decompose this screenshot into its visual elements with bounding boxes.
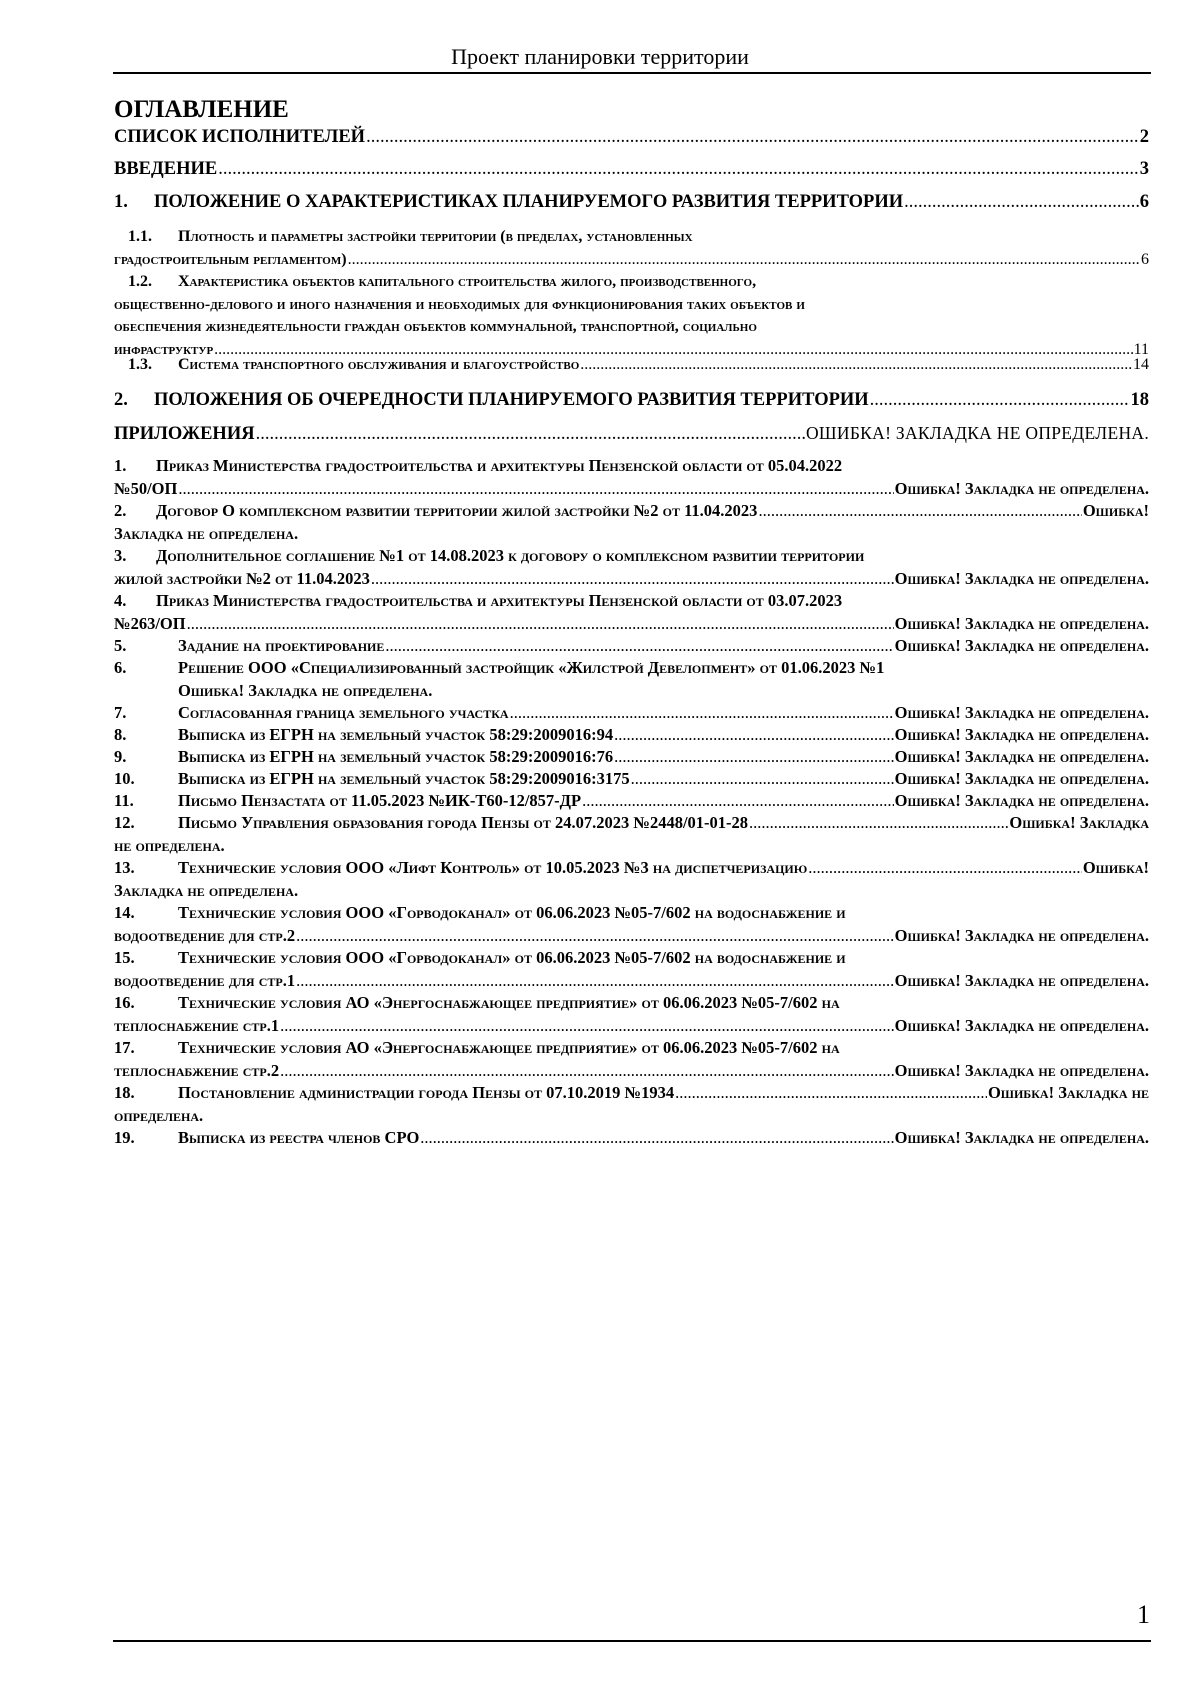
toc-page-number: 3 [1139,159,1149,179]
page-header-title: Проект планировки территории [451,44,749,69]
appendix-number: 9. [114,747,127,766]
appendix-number: 4. [114,591,127,610]
appendix-text-cont: №263/ОП [114,613,186,633]
appendix-text: Письмо Управления образования города Пензы от 24.07.2023 №2448/01-01-28 [178,813,749,832]
appendix-number: 12. [114,813,135,832]
toc-entry-text: ВВЕДЕНИЕ [114,159,218,179]
bookmark-error: Ошибка! Закладка не определена. [894,1060,1149,1080]
toc-entry-text-cont: общественно-делового и иного назначения и необходимых для функционирования таких объектов и [114,295,805,313]
bookmark-error-cont: Закладка не определена. [114,523,299,543]
toc-entry-text: ПОЛОЖЕНИЯ ОБ ОЧЕРЕДНОСТИ ПЛАНИРУЕМОГО РАЗВИТИЯ ТЕРРИТОРИИ [154,390,869,410]
toc-entry-text: Система транспортного обслуживания и благоустройство [178,356,580,373]
toc-entry-text-cont: инфраструктур [114,340,214,358]
toc-entry-number: 1.2. [128,273,152,290]
appendix-text: Технические условия ООО «Горводоканал» от 06.06.2023 №05-7/602 на водоснабжение и [178,948,846,967]
appendix-text-cont: жилой застройки №2 от 11.04.2023 [114,568,370,588]
appendix-text: Технические условия АО «Энергоснабжающее предприятие» от 06.06.2023 №05-7/602 на [178,993,840,1012]
toc-entry-section-1[interactable] [114,191,1149,213]
bookmark-error-cont: Закладка не определена. [114,880,299,900]
bookmark-error: Ошибка! Закладка [1009,813,1149,832]
appendix-text-cont: №50/ОП [114,478,178,498]
appendix-number: 13. [114,858,135,877]
bookmark-error: Ошибка! Закладка не определена. [894,769,1149,788]
appendix-item-14[interactable] [114,902,1149,947]
appendix-text: Постановление администрации города Пензы от 07.10.2019 №1934 [178,1083,675,1102]
toc-entry-number: 1. [114,192,128,212]
bookmark-error: Ошибка! Закладка не определена. [894,925,1149,945]
appendix-item-19[interactable] [114,1127,1149,1150]
appendix-item-16[interactable] [114,992,1149,1037]
toc-entry-number: 2. [114,390,128,410]
appendix-text: Приказ Министерства градостроительства и архитектуры Пензенской области от 05.04.2022 [156,456,843,475]
appendix-number: 5. [114,636,127,655]
bookmark-error-cont: не определена. [114,835,225,855]
appendix-item-7[interactable] [114,702,1149,725]
bookmark-error: Ошибка! [1082,858,1149,877]
appendix-item-12[interactable] [114,812,1149,857]
toc-heading: ОГЛАВЛЕНИЕ [114,96,289,123]
appendix-item-18[interactable] [114,1082,1149,1127]
appendix-item-10[interactable] [114,768,1149,791]
toc-entry-text: СПИСОК ИСПОЛНИТЕЛЕЙ [114,127,366,147]
toc-entry-text: Характеристика объектов капитального строительства жилого, производственного, [178,273,757,290]
appendix-text: Задание на проектирование [178,636,385,655]
appendix-item-2[interactable] [114,500,1149,545]
appendix-number: 18. [114,1083,135,1102]
bookmark-error-cont: определена. [114,1105,204,1125]
toc-page-number: 2 [1139,127,1149,147]
appendix-text: Письмо Пензастата от 11.05.2023 №ИК-Т60-12/857-ДР [178,791,582,810]
bookmark-error: Ошибка! Закладка не определена. [894,791,1149,810]
page-number: 1 [1137,1600,1150,1629]
appendix-item-13[interactable] [114,857,1149,902]
appendix-text: Решение ООО «Специализированный застройщик «Жилстрой Девелопмент» от 01.06.2023 №1 [178,658,885,677]
appendix-number: 10. [114,769,135,788]
toc-entry-text: Плотность и параметры застройки территории (в пределах, установленных [178,228,693,245]
toc-entry-number: 1.1. [128,228,152,245]
toc-entry-1-2[interactable] [114,271,1149,361]
appendix-item-3[interactable] [114,545,1149,590]
toc-page-number: 11 [1133,340,1149,358]
footer-rule [113,1640,1151,1642]
appendix-text: Технические условия ООО «Горводоканал» от 06.06.2023 №05-7/602 на водоснабжение и [178,903,846,922]
appendix-item-6[interactable] [114,657,1149,702]
appendix-number: 3. [114,546,127,565]
toc-page-number: 18 [1130,390,1149,410]
appendix-text: Дополнительное соглашение №1 от 14.08.2023 к договору о комплексном развитии территории [156,546,865,565]
toc-page-number: 6 [1139,192,1149,212]
appendix-text: Выписка из ЕГРН на земельный участок 58:29:2009016:3175 [178,769,630,788]
appendix-text: Технические условия ООО «Лифт Контроль» от 10.05.2023 №3 на диспетчеризацию [178,858,808,877]
toc-entry-1-1[interactable] [114,226,1149,271]
appendix-item-5[interactable] [114,635,1149,658]
appendix-number: 19. [114,1128,135,1147]
bookmark-error: Ошибка! Закладка не определена. [894,725,1149,744]
bookmark-error: Ошибка! Закладка не определена. [894,636,1149,655]
toc-page-number: 6 [1141,250,1149,268]
appendix-text: Согласованная граница земельного участка [178,703,509,722]
appendix-number: 7. [114,703,127,722]
appendix-text: Выписка из ЕГРН на земельный участок 58:29:2009016:76 [178,747,614,766]
bookmark-error: Ошибка! Закладка не определена. [894,568,1149,588]
appendix-text: Выписка из реестра членов СРО [178,1128,420,1147]
toc-entry-text-cont: градостроительным регламентом) [114,250,347,268]
bookmark-error: Ошибка! Закладка не определена. [894,703,1149,722]
appendix-text-cont: теплоснабжение стр.1 [114,1015,280,1035]
bookmark-error: Ошибка! Закладка не определена. [894,613,1149,633]
appendix-item-4[interactable] [114,590,1149,635]
appendix-item-17[interactable] [114,1037,1149,1082]
appendix-number: 8. [114,725,127,744]
appendix-number: 6. [114,658,127,677]
appendix-text-cont: теплоснабжение стр.2 [114,1060,280,1080]
appendix-text: Технические условия АО «Энергоснабжающее предприятие» от 06.06.2023 №05-7/602 на [178,1038,840,1057]
toc-entry-appendices[interactable] [114,422,1149,445]
appendix-text: Приказ Министерства градостроительства и архитектуры Пензенской области от 03.07.2023 [156,591,843,610]
appendix-item-8[interactable] [114,724,1149,747]
appendix-item-9[interactable] [114,746,1149,769]
appendix-text-cont: водоотведение для стр.1 [114,970,296,990]
bookmark-error: Ошибка! Закладка не определена. [894,970,1149,990]
appendix-item-11[interactable] [114,790,1149,813]
bookmark-error: ОШИБКА! ЗАКЛАДКА НЕ ОПРЕДЕЛЕНА. [805,423,1149,443]
toc-entry-text-cont: обеспечения жизнедеятельности граждан объектов коммунальной, транспортной, социально [114,318,757,335]
appendix-number: 15. [114,948,135,967]
toc-entry-introduction[interactable] [114,158,1149,180]
toc-entry-section-2[interactable] [114,389,1149,411]
appendix-number: 11. [114,791,134,810]
appendix-number: 16. [114,993,135,1012]
toc-page-number: 14 [1133,356,1149,373]
toc-entry-text: ПРИЛОЖЕНИЯ [114,424,255,444]
appendix-number: 14. [114,903,135,922]
bookmark-error: Ошибка! Закладка не определена. [178,680,433,700]
toc-entry-1-3[interactable] [128,354,1149,377]
bookmark-error: Ошибка! Закладка не [987,1083,1149,1102]
appendix-item-1[interactable] [114,455,1149,500]
bookmark-error: Ошибка! Закладка не определена. [894,747,1149,766]
bookmark-error: Ошибка! [1082,501,1149,520]
toc-entry-number: 1.3. [128,356,152,373]
appendix-text: Договор О комплексном развитии территории жилой застройки №2 от 11.04.2023 [156,501,758,520]
appendix-number: 2. [114,501,127,520]
appendix-number: 1. [114,456,127,475]
toc-entry-text: ПОЛОЖЕНИЕ О ХАРАКТЕРИСТИКАХ ПЛАНИРУЕМОГО РАЗВИТИЯ ТЕРРИТОРИИ [154,192,904,212]
appendix-number: 17. [114,1038,135,1057]
appendix-item-15[interactable] [114,947,1149,992]
header-rule [113,72,1151,74]
toc-entry-executors[interactable] [114,126,1149,148]
bookmark-error: Ошибка! Закладка не определена. [894,478,1149,498]
bookmark-error: Ошибка! Закладка не определена. [894,1128,1149,1147]
appendix-text: Выписка из ЕГРН на земельный участок 58:29:2009016:94 [178,725,614,744]
appendix-text-cont: водоотведение для стр.2 [114,925,296,945]
bookmark-error: Ошибка! Закладка не определена. [894,1015,1149,1035]
